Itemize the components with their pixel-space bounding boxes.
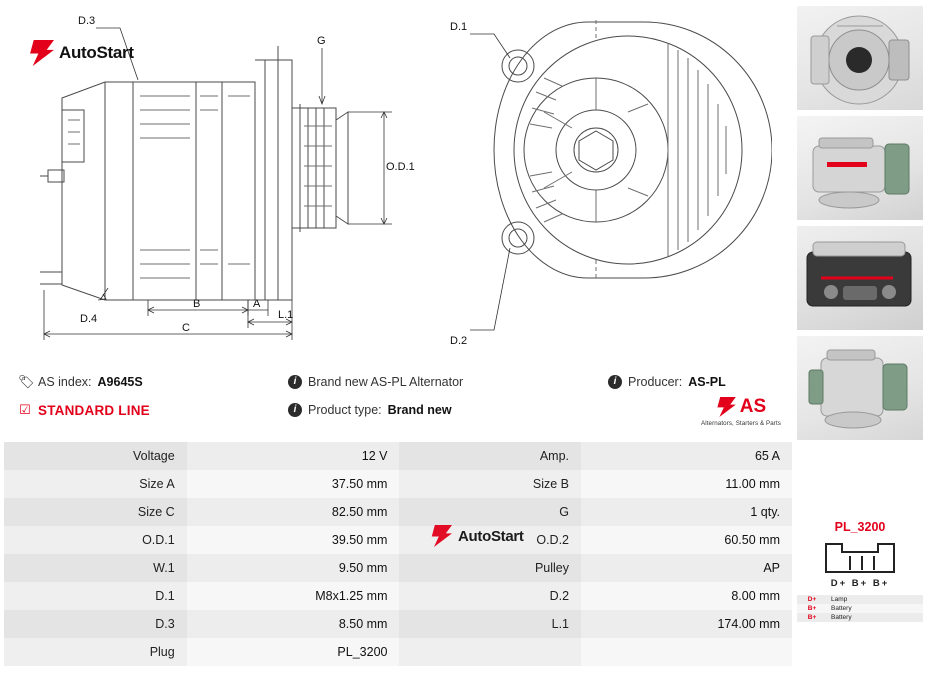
spec-value: 9.50 mm [187,554,400,582]
info-strip [0,368,795,438]
spec-key: L.1 [399,610,581,638]
plug-pin-labels: D+ B+ B+ [830,578,890,589]
spec-value: 8.50 mm [187,610,400,638]
spec-key: Size C [4,498,187,526]
label-a: L.1 [278,309,294,321]
table-row [4,554,792,582]
specification-table [4,442,792,666]
spec-key: Pulley [399,554,581,582]
standard-line-text: STANDARD LINE [38,402,150,418]
table-row [4,526,792,554]
autostart-logo-text: AutoStart [458,527,524,545]
legend-value: Lamp [827,595,923,604]
spec-value [581,638,792,666]
product-photo-1[interactable] [797,6,923,110]
as-pl-logo-row [695,396,787,418]
as-pl-logo-icon [716,397,736,417]
autostart-logo-icon [430,525,452,547]
table-row [4,498,792,526]
label-d2: D.2 [450,335,468,347]
as-pl-logo-text: AS [739,396,767,417]
plug-block [797,520,923,622]
as-index-label: AS index: [38,375,92,389]
producer-label: Producer: [628,375,683,389]
info-row-2 [0,396,795,424]
spec-value: M8x1.25 mm [187,582,400,610]
spec-key: D.1 [4,582,187,610]
spec-value: 37.50 mm [187,470,400,498]
legend-row [797,595,923,604]
spec-value: 60.50 mm [581,526,792,554]
spec-key: O.D.2 [399,526,581,554]
spec-key: D.2 [399,582,581,610]
producer-value: AS-PL [688,375,726,389]
spec-value: AP [581,554,792,582]
label-l1: C [182,322,190,334]
legend-row [797,604,923,613]
label-d4: D.4 [80,313,98,325]
legend-row [797,613,923,622]
autostart-logo-icon [28,40,54,66]
product-type-label: Product type: [308,403,382,417]
description-text: Brand new AS-PL Alternator [308,375,464,389]
spec-key: Size B [399,470,581,498]
description-cell [288,375,608,389]
plug-name: PL_3200 [834,520,886,534]
legend-value: Battery [827,604,923,613]
spec-value: 39.50 mm [187,526,400,554]
product-photo-column [797,6,923,446]
as-pl-brand-logo [695,396,787,427]
plug-diagram-icon [820,540,900,576]
plug-legend-table [797,595,923,622]
spec-value: 11.00 mm [581,470,792,498]
product-photo-3[interactable] [797,226,923,330]
table-row [4,638,792,666]
spec-key: W.1 [4,554,187,582]
label-d1: D.1 [450,21,468,33]
alternator-front-view [432,0,772,360]
spec-key: Voltage [4,442,187,470]
product-type-cell [288,403,608,417]
spec-key: D.3 [4,610,187,638]
table-row [4,610,792,638]
label-b: A [253,298,261,310]
spec-key: Plug [4,638,187,666]
info-icon: i [288,403,302,417]
table-watermark-logo [430,525,524,547]
table-row [4,442,792,470]
spec-value: PL_3200 [187,638,400,666]
as-pl-logo-subtitle: Alternators, Starters & Parts [701,420,781,427]
check-icon: ☑ [19,402,31,417]
autostart-logo-text: AutoStart [59,43,134,62]
standard-line-cell [0,403,288,418]
table-row [4,582,792,610]
spec-value: 65 A [581,442,792,470]
as-index-cell [0,375,288,389]
spec-key: O.D.1 [4,526,187,554]
info-icon: i [288,375,302,389]
label-d3: D.3 [78,15,96,27]
spec-value: 174.00 mm [581,610,792,638]
spec-value: 12 V [187,442,400,470]
tag-icon: 🏷 [18,374,35,389]
legend-key: D+ [797,595,827,604]
info-row-1 [0,368,795,396]
product-photo-2[interactable] [797,116,923,220]
label-od1: O.D.1 [386,161,415,173]
product-photo-4[interactable] [797,336,923,440]
legend-value: Battery [827,613,923,622]
product-type-value: Brand new [387,403,452,417]
spec-value: 1 qty. [581,498,792,526]
table-row [4,470,792,498]
spec-key: Size A [4,470,187,498]
legend-key: B+ [797,604,827,613]
watermark-logo [28,40,134,66]
spec-value: 82.50 mm [187,498,400,526]
spec-key: Amp. [399,442,581,470]
technical-drawings [0,0,795,360]
as-index-value: A9645S [97,375,143,389]
spec-key [399,638,581,666]
spec-key: G [399,498,581,526]
label-g: G [317,35,326,47]
producer-cell [608,375,795,389]
info-icon: i [608,375,622,389]
label-c: B [193,298,201,310]
spec-value: 8.00 mm [581,582,792,610]
legend-key: B+ [797,613,827,622]
